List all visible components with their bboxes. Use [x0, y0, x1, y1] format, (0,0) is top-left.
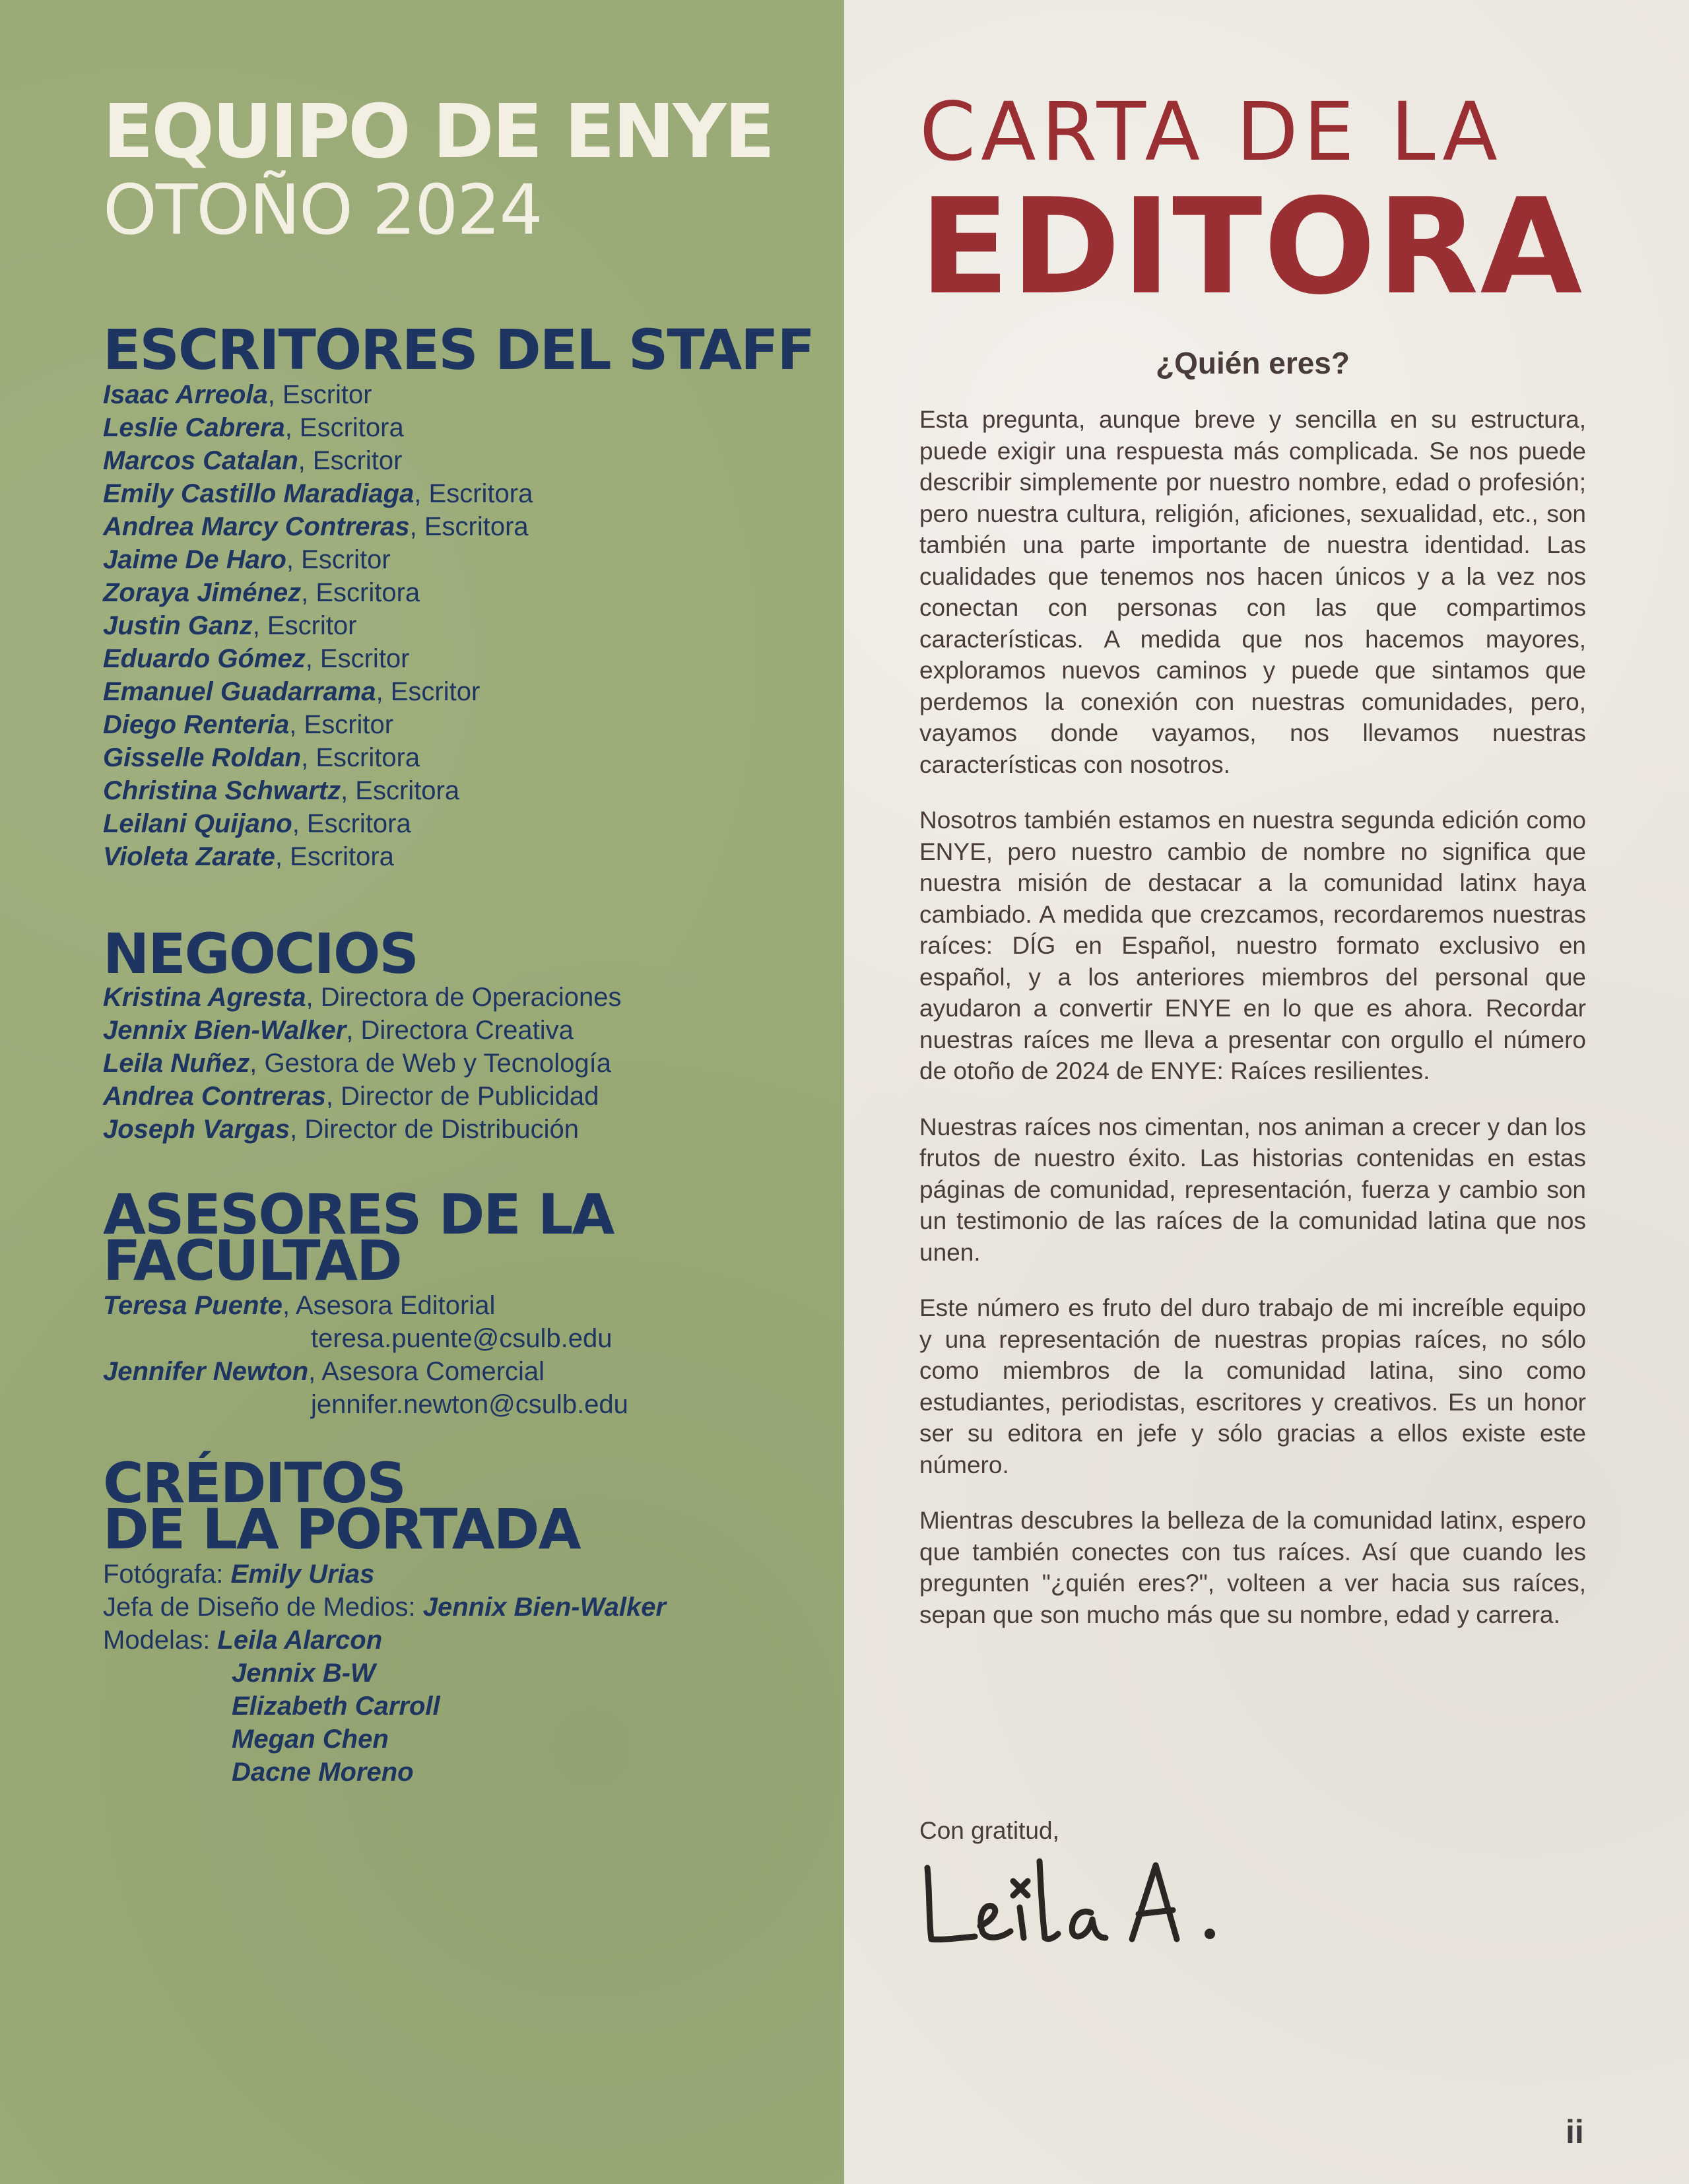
list-item: Leslie Cabrera, Escritora: [103, 413, 404, 442]
list-item: Eduardo Gómez, Escritor: [103, 644, 410, 673]
list-item: Joseph Vargas, Director de Distribución: [103, 1115, 580, 1144]
signature: [914, 1841, 1257, 1954]
list-item: Gisselle Roldan, Escritora: [103, 743, 420, 772]
list-item: Jennix Bien-Walker, Directora Creativa: [103, 1016, 574, 1045]
letter-closing: Con gratitud,: [919, 1817, 1059, 1844]
advisors-heading: [103, 1182, 614, 1293]
letter-title-line2: EDITORA: [919, 170, 1584, 324]
list-item: Andrea Marcy Contreras, Escritora: [103, 512, 529, 541]
advisor-email: teresa.puente@csulb.edu: [311, 1324, 613, 1353]
credit-model: Megan Chen: [232, 1725, 389, 1754]
letter-question: ¿Quién eres?: [1156, 346, 1350, 380]
list-item: Justin Ganz, Escritor: [103, 611, 357, 640]
credits-heading-line2: DE LA PORTADA: [103, 1497, 580, 1562]
team-subtitle: OTOÑO 2024: [103, 170, 542, 250]
list-item: Marcos Catalan, Escritor: [103, 446, 403, 475]
credit-models: Modelas: Leila Alarcon: [103, 1626, 383, 1655]
letter-paragraph: Nuestras raíces nos cimentan, nos animan a crecer y dan los frutos de nuestro éxito. Las historias contenidas en estas páginas de comunidad, representación, fuerza y cambio son un testimonio de las raíces de la comunidad latina que nos unen.: [919, 1113, 1586, 1266]
list-item: Leila Nuñez, Gestora de Web y Tecnología: [103, 1049, 611, 1078]
credits-list: [103, 1558, 666, 1789]
advisors-heading-line1: ASESORES DE LA: [103, 1182, 614, 1247]
list-item: Christina Schwartz, Escritora: [103, 776, 460, 805]
list-item: Leilani Quijano, Escritora: [103, 809, 411, 838]
list-item: Isaac Arreola, Escritor: [103, 380, 372, 409]
team-title: EQUIPO DE ENYE: [103, 89, 773, 175]
letter-paragraph: Mientras descubres la belleza de la comunidad latinx, espero que también conectes con tus raíces. Así que cuando les pregunten "¿quién eres?", volteen a ver hacia sus raíces, sepan que son mucho más que su nombre, edad y carrera.: [919, 1507, 1586, 1628]
list-item: Jaime De Haro, Escritor: [103, 545, 391, 574]
list-item: Zoraya Jiménez, Escritora: [103, 578, 420, 607]
business-list: [103, 981, 622, 1146]
list-item: Teresa Puente, Asesora Editorial teresa.puente@csulb.edu: [103, 1289, 628, 1355]
letter-body: [919, 404, 1586, 1655]
list-item: Kristina Agresta, Directora de Operaciones: [103, 983, 622, 1012]
credits-heading-line1: CRÉDITOS: [103, 1451, 405, 1515]
credit-model: Dacne Moreno: [232, 1758, 414, 1787]
list-item: Emanuel Guadarrama, Escritor: [103, 677, 480, 706]
list-item: Diego Renteria, Escritor: [103, 710, 394, 739]
advisor-email: jennifer.newton@csulb.edu: [311, 1390, 628, 1419]
writers-list: [103, 378, 533, 873]
credit-designer: Jefa de Diseño de Medios: Jennix Bien-Walker: [103, 1593, 667, 1622]
list-item: Jennifer Newton, Asesora Comercial jennifer.newton@csulb.edu: [103, 1355, 628, 1421]
letter-title-line1: CARTA DE LA: [919, 85, 1503, 179]
credit-photographer: Fotógrafa: Emily Urias: [103, 1560, 375, 1589]
advisors-list: [103, 1289, 628, 1421]
credit-model: Elizabeth Carroll: [232, 1692, 440, 1721]
letter-paragraph: Nosotros también estamos en nuestra segunda edición como ENYE, pero nuestro cambio de nombre no significa que nuestra misión de destacar a la comunidad latinx haya cambiado. A medida que crezcamos, recordaremos nuestras raíces: DÍG en Español, nuestro formato exclusivo en español, y a los anteriores miembros del personal que ayudaron a convertir ENYE en lo que es ahora. Recordar nuestras raíces me lleva a presentar con orgullo el número de otoño de 2024 de ENYE: Raíces resilientes.: [919, 807, 1586, 1084]
credit-model: Jennix B-W: [232, 1659, 376, 1688]
writers-heading: ESCRITORES DEL STAFF: [103, 317, 814, 382]
letter-paragraph: Este número es fruto del duro trabajo de mi increíble equipo y una representación de nuestras propias raíces, no sólo como miembros de la comunidad latina, sino como estudiantes, periodistas, escritores y creativos. Es un honor ser su editora en jefe y sólo gracias a ellos existe este número.: [919, 1294, 1586, 1478]
credits-heading: [103, 1451, 580, 1562]
advisors-heading-line2: FACULTAD: [103, 1228, 401, 1293]
page-number: ii: [1566, 2113, 1584, 2150]
letter-paragraph: Esta pregunta, aunque breve y sencilla en su estructura, puede exigir una respuesta más complicada. Se nos puede describir simplemente por nuestro nombre, edad o profesión; pero nuestra cultura, religión, aficiones, sexualidad, etc., son también una parte importante de nuestra identidad. Las cualidades que tenemos nos hacen únicos y a la vez nos conectan con personas con las que compartimos características. A medida que nos hacemos mayores, exploramos nuevos caminos y puede que sintamos que perdemos la conexión con nuestras comunidades, pero, vayamos donde vayamos, nos llevamos nuestras características con nosotros.: [919, 406, 1586, 778]
business-heading: NEGOCIOS: [103, 921, 418, 986]
list-item: Andrea Contreras, Director de Publicidad: [103, 1082, 599, 1111]
list-item: Violeta Zarate, Escritora: [103, 842, 394, 871]
list-item: Emily Castillo Maradiaga, Escritora: [103, 479, 533, 508]
